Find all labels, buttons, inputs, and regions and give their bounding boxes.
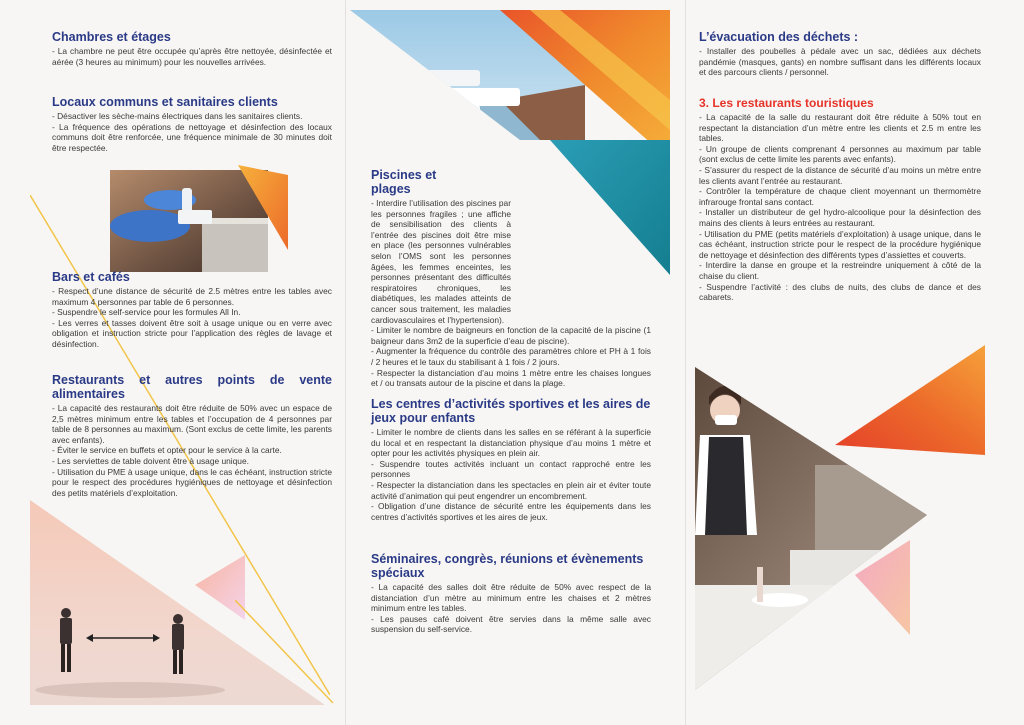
- bullet: - Un groupe de clients comprenant 4 personnes au maximum par table (sont exclus de cette limite les parents avec enfants).: [699, 143, 981, 165]
- fold-line: [345, 0, 346, 725]
- bullet: - Interdire l’utilisation des piscines par les personnes fragiles ; une affiche de sensibilisation des clients à l’entrée des piscines doit être mise en place (les personnes vulnérables selon l’OMS sont les personnes âgées, les femmes enceintes, les personnes présentant des difficultés respiratoires chroniques, les diabétiques, les malades atteints de cancer sous traitement, les maladies cardiovasculaires et l’hypertension).: [371, 198, 511, 325]
- section-title: Locaux communs et sanitaires clients: [52, 95, 278, 109]
- section-piscines: [371, 168, 651, 389]
- section-title: Séminaires, congrès, réunions et évènements spéciaux: [371, 552, 644, 580]
- bullet: - Obligation d’une distance de sécurité entre les équipements dans les centres d’activités sportives et les aires de jeux.: [371, 501, 651, 522]
- bullet: - Suspendre le self-service pour les formules All In.: [52, 307, 241, 318]
- bullet: - Installer un distributeur de gel hydro-alcoolique pour la désinfection des mains des clients à leurs entrées au restaurant.: [699, 207, 981, 228]
- bullet: - Respecter la distanciation dans les spectacles en plein air et éviter toute activité d’animation qui peut engendrer un encombrement.: [371, 479, 651, 501]
- decor-line-yellow: [235, 600, 335, 705]
- section-title: Les centres d’activités sportives et les aires de jeux pour enfants: [371, 397, 651, 425]
- section-title: 3. Les restaurants touristiques: [699, 96, 874, 110]
- bullet: - Limiter le nombre de baigneurs en fonction de la capacité de la piscine (1 baigneur dans 3m2 de la superficie d’eau de piscine).: [371, 325, 651, 346]
- bullet: - S’assurer du respect de la distance de sécurité d’au moins un mètre entre les clients avant l’entrée au restaurant.: [699, 164, 981, 186]
- section-title: L’évacuation des déchets :: [699, 30, 859, 44]
- bullet: - Désactiver les sèche-mains électriques dans les sanitaires clients.: [52, 111, 303, 121]
- section-bars: [52, 270, 332, 350]
- bullet: - Augmenter la fréquence du contrôle des paramètres chlore et PH à 1 fois / 2 heures et le taux du stabilisant à 1 fois / 2 jours.: [371, 346, 651, 367]
- section-locaux: [52, 95, 332, 153]
- waitress-restaurant-photo: [695, 345, 1000, 695]
- section-body: [699, 46, 981, 78]
- section-title: Bars et cafés: [52, 270, 130, 284]
- section-evacuation: [699, 30, 981, 78]
- bullet: - La capacité des salles doit être réduite de 50% avec respect de la distanciation d’un mètre au minimum entre les chaises et 2 mètres minimum entre les tables.: [371, 582, 651, 614]
- bullet: - La fréquence des opérations de nettoyage et désinfection des locaux communs doit être renforcée, une fréquence minimale de 30 minutes doit être respectée.: [52, 121, 332, 153]
- bullet: - Contrôler la température de chaque client moyennant un thermomètre infrarouge frontal sans contact.: [699, 186, 981, 207]
- bullet: - Interdire la danse en groupe et la restreindre uniquement à côté de la chaise du client.: [699, 260, 981, 281]
- bullet: - Éviter le service en buffets et opter pour le service à la carte.: [52, 445, 282, 456]
- section-title: Piscines et plages: [371, 168, 437, 196]
- section-body: [699, 112, 981, 303]
- bullet: - Utilisation du PME (petits matériels d’exploitation) à usage unique, dans le cas échéant, instruction stricte pour le respect de la procédure hygiénique de nettoyage et désinfection des différents types d’assiettes et couverts.: [699, 228, 981, 260]
- bullet: - Suspendre l’activité : des clubs de nuits, des clubs de dance et des cabarets.: [699, 281, 981, 303]
- section-restaurants: [52, 373, 332, 498]
- section-title: Restaurants et autres points de vente alimentaires: [52, 373, 332, 401]
- section-body: [52, 46, 332, 67]
- panel-left: [0, 0, 345, 725]
- bullet: - Respect d’une distance de sécurité de 2.5 mètres entre les tables avec maximum 4 personnes par table de 6 personnes.: [52, 286, 332, 307]
- section-restaurants-touristiques: [699, 96, 981, 303]
- bullet: - Utilisation du PME à usage unique, dans le cas échéant, instruction stricte pour le respect des procédures hygiéniques de nettoyage et désinfection des petits matériels d’exploitation.: [52, 466, 332, 498]
- bullet: - Installer des poubelles à pédale avec un sac, dédiées aux déchets pandémie (masques, gants) en nombre suffisant dans les différents locaux et des parcours clients / personnel.: [699, 46, 981, 78]
- bullet: - Suspendre toutes activités incluant un contact rapproché entre les personnes: [371, 458, 651, 480]
- bullet: - La chambre ne peut être occupée qu’après être nettoyée, désinfectée et aérée (3 heures au minimum) pour les nouvelles arrivées.: [52, 46, 332, 67]
- section-body: [371, 198, 651, 389]
- bullet: - Les verres et tasses doivent être soit à usage unique ou en verre avec obligation et instruction stricte pour l’application des règles de lavage et désinfection.: [52, 317, 332, 349]
- bullet: - Les serviettes de table doivent être à usage unique.: [52, 455, 249, 466]
- panel-middle: [345, 0, 685, 725]
- section-body: [52, 111, 332, 153]
- bullet: - La capacité de la salle du restaurant doit être réduite à 50% tout en respectant la distanciation d’un mètre entre les clients et 2.5 m entre les tables.: [699, 112, 981, 144]
- bullet: - Respecter la distanciation d’au moins 1 mètre entre les chaises longues et / ou transats autour de la piscine et dans la plage.: [371, 367, 651, 389]
- section-seminaires: [371, 552, 651, 635]
- section-body: [52, 403, 332, 498]
- bullet: - La capacité des restaurants doit être réduite de 50% avec un espace de 2,5 mètres minimum entre les tables et l’occupation de 4 personnes par table de 8 personnes au maximum. (Sont exclus de cette limite, les parents avec enfants).: [52, 403, 332, 445]
- section-title: Chambres et étages: [52, 30, 171, 44]
- section-body: [52, 286, 332, 350]
- bullet: - Limiter le nombre de clients dans les salles en se référant à la superficie du local et en respectant la distanciation physique d’au moins 1 mètre et opter pour les activités physiques en plein air.: [371, 427, 651, 459]
- bullet: - Les pauses café doivent être servies dans la même salle avec suspension du self-service.: [371, 613, 651, 635]
- panel-right: [685, 0, 1024, 725]
- section-body: [371, 582, 651, 635]
- section-chambres: [52, 30, 332, 67]
- section-body: [371, 427, 651, 522]
- section-centres: [371, 397, 651, 522]
